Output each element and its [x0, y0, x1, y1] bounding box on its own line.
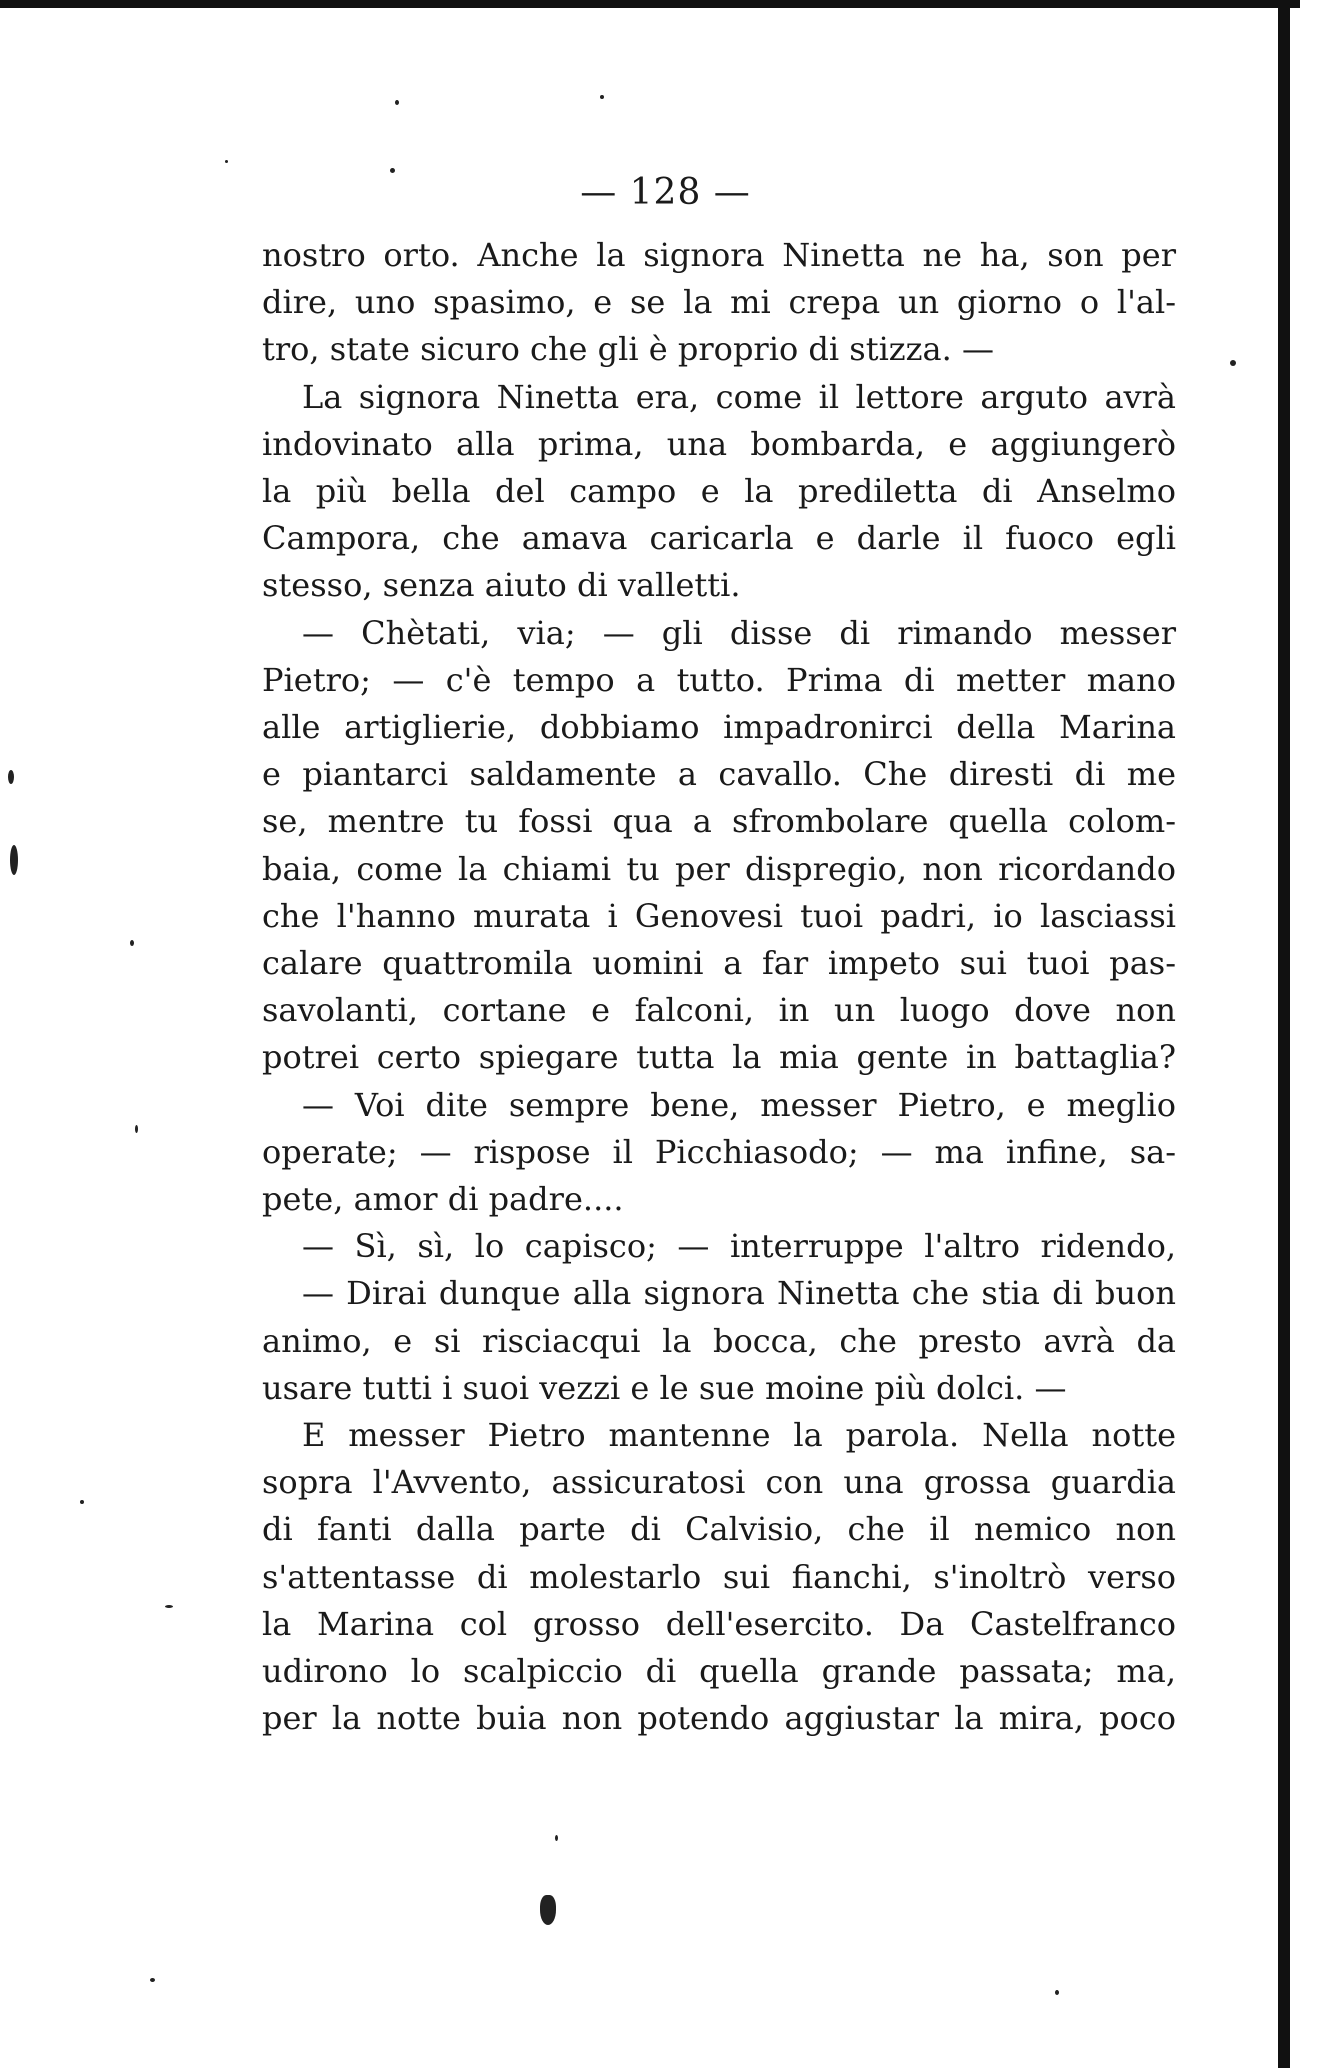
scan-speck: [8, 770, 14, 784]
text-line: che l'hanno murata i Genovesi tuoi padri, io lasciassi: [262, 896, 1176, 935]
text-line: animo, e si risciacqui la bocca, che presto avrà da: [262, 1321, 1176, 1360]
text-line: potrei certo spiegare tutta la mia gente in battaglia?: [262, 1038, 1176, 1077]
text-line: tro, state sicuro che gli è proprio di stizza. —: [262, 330, 994, 369]
text-line: di fanti dalla parte di Calvisio, che il nemico non: [262, 1510, 1176, 1549]
text-line: se, mentre tu fossi qua a sfrombolare quella colom-: [262, 802, 1176, 841]
scan-speck: [395, 100, 399, 105]
text-line: nostro orto. Anche la signora Ninetta ne ha, son per: [262, 236, 1176, 274]
text-line: Pietro; — c'è tempo a tutto. Prima di metter mano: [262, 660, 1176, 699]
scan-speck: [1055, 1990, 1059, 1995]
text-line: — Voi dite sempre bene, messer Pietro, e meglio: [302, 1085, 1176, 1124]
text-line: usare tutti i suoi vezzi e le sue moine più dolci. —: [262, 1368, 1067, 1407]
text-line: indovinato alla prima, una bombarda, e aggiungerò: [262, 424, 1176, 463]
text-line: pete, amor di padre....: [262, 1180, 624, 1219]
scan-speck: [1230, 360, 1236, 366]
text-line: alle artiglierie, dobbiamo impadronirci della Marina: [262, 708, 1176, 747]
scan-speck: [165, 1605, 173, 1608]
text-line: la Marina col grosso dell'esercito. Da Castelfranco: [262, 1604, 1176, 1643]
text-line: — Sì, sì, lo capisco; — interruppe l'altro ridendo,: [302, 1227, 1176, 1266]
scan-speck: [390, 168, 395, 173]
right-border-rule: [1278, 0, 1290, 2068]
page-number: — 128 —: [580, 172, 751, 213]
scan-speck: [135, 1125, 138, 1133]
text-line: E messer Pietro mantenne la parola. Nella notte: [302, 1416, 1176, 1455]
scan-speck: [80, 1500, 84, 1504]
text-line: per la notte buia non potendo aggiustar la mira, poco: [262, 1699, 1176, 1738]
text-line: s'attentasse di molestarlo sui fianchi, s'inoltrò verso: [262, 1557, 1176, 1596]
text-line: — Chètati, via; — gli disse di rimando messer: [302, 613, 1176, 652]
text-line: — Dirai dunque alla signora Ninetta che stia di buon: [302, 1274, 1176, 1313]
text-line: Campora, che amava caricarla e darle il fuoco egli: [262, 519, 1176, 558]
scan-speck: [225, 160, 228, 163]
text-line: La signora Ninetta era, come il lettore arguto avrà: [302, 377, 1176, 416]
text-line: la più bella del campo e la prediletta di Anselmo: [262, 472, 1176, 511]
scan-speck: [130, 940, 134, 946]
text-line: udirono lo scalpiccio di quella grande passata; ma,: [262, 1652, 1176, 1691]
text-line: sopra l'Avvento, assicuratosi con una grossa guardia: [262, 1463, 1176, 1502]
text-line: baia, come la chiami tu per dispregio, non ricordando: [262, 849, 1176, 888]
text-line: e piantarci saldamente a cavallo. Che diresti di me: [262, 755, 1176, 794]
scan-speck: [600, 95, 604, 99]
scan-speck: [150, 1978, 155, 1982]
body-text: [262, 232, 1176, 1743]
scan-speck: [555, 1835, 558, 1841]
text-line: operate; — rispose il Picchiasodo; — ma infine, sa-: [262, 1132, 1176, 1171]
text-line: dire, uno spasimo, e se la mi crepa un giorno o l'al-: [262, 283, 1176, 322]
top-border-rule: [0, 0, 1300, 8]
text-line: calare quattromila uomini a far impeto sui tuoi pas-: [262, 944, 1176, 983]
text-line: stesso, senza aiuto di valletti.: [262, 566, 741, 605]
scan-speck: [10, 845, 18, 875]
text-line: savolanti, cortane e falconi, in un luogo dove non: [262, 991, 1176, 1030]
ink-smudge: [540, 1895, 556, 1925]
